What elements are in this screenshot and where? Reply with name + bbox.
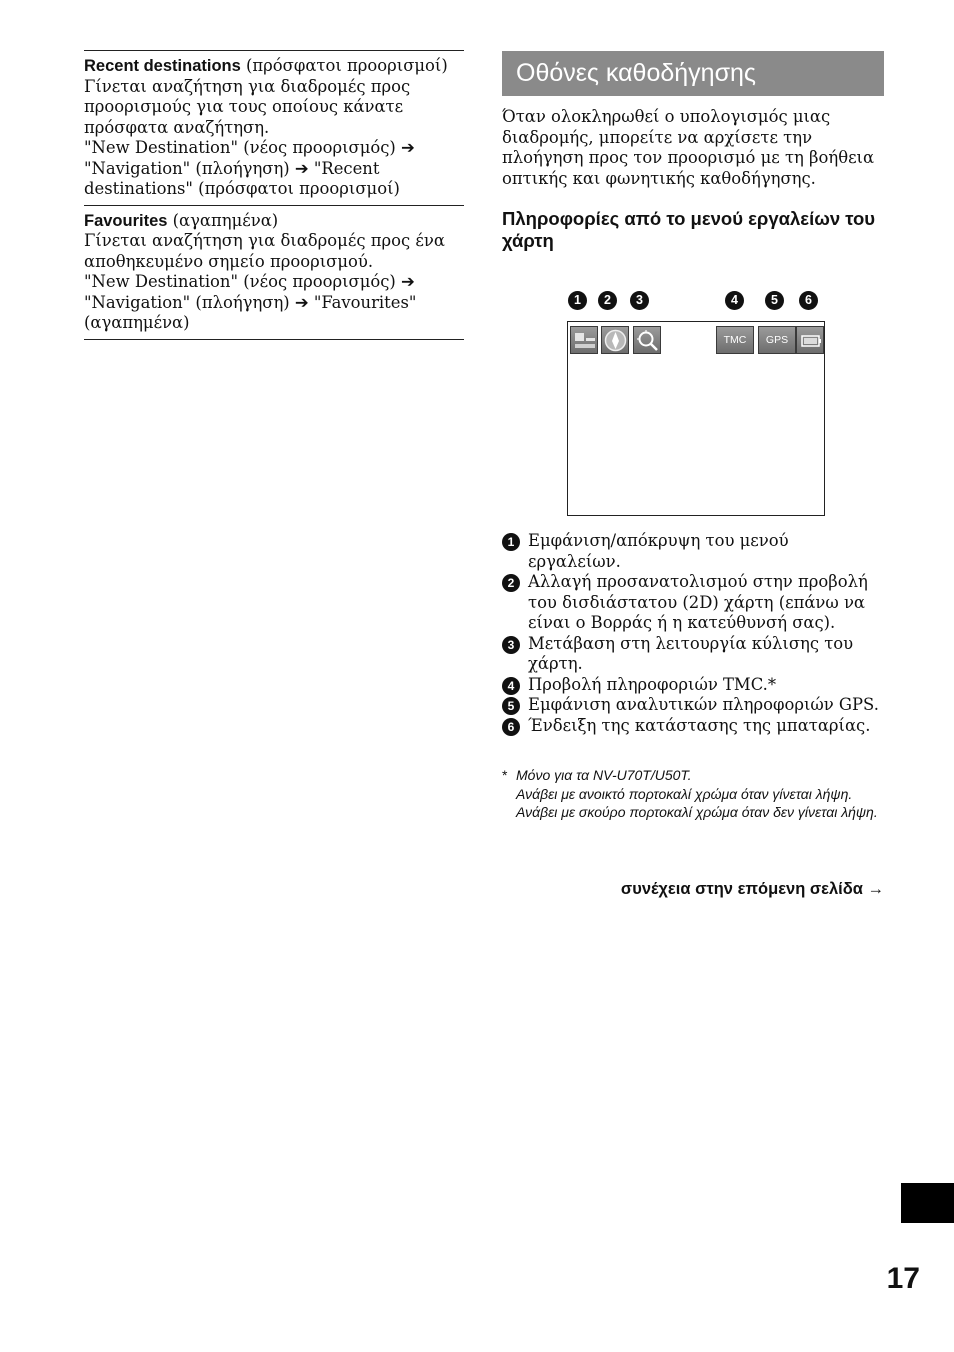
toolbar-items-list [502, 531, 884, 736]
footnote-line: Μόνο για τα NV-U70T/U50T. [516, 767, 692, 783]
gps-button[interactable]: GPS [758, 326, 796, 354]
map-scroll-button[interactable] [633, 326, 661, 354]
entry-description: Γίνεται αναζήτηση για διαδρομές προς ένα αποθηκευμένο σημείο προορισμού. [84, 231, 445, 271]
item-number: 3 [502, 636, 520, 654]
section-title: Οθόνες καθοδήγησης [502, 51, 884, 96]
list-item [502, 572, 884, 634]
device-screen [567, 321, 825, 516]
callout-2: 2 [598, 291, 617, 310]
callout-5: 5 [765, 291, 784, 310]
toolbar-toggle-icon [571, 327, 599, 355]
item-text: Ένδειξη της κατάστασης της μπαταρίας. [528, 715, 871, 735]
list-item [502, 531, 884, 572]
item-text: Μετάβαση στη λειτουργία κύλισης του χάρτη. [528, 633, 854, 673]
battery-status-indicator [796, 326, 824, 354]
item-number: 4 [502, 677, 520, 695]
orientation-button[interactable] [601, 326, 629, 354]
battery-icon [797, 327, 825, 355]
list-item [502, 634, 884, 675]
item-number: 1 [502, 533, 520, 551]
callout-1: 1 [568, 291, 587, 310]
entry-recent-destinations [84, 50, 464, 205]
entry-description: Γίνεται αναζήτηση για διαδρομές προς προορισμούς για τους οποίους κάνατε πρόσφατα αναζήτηση. [84, 76, 411, 137]
continued-next-page: συνέχεια στην επόμενη σελίδα → [620, 880, 884, 898]
left-column [84, 50, 464, 340]
item-text: Αλλαγή προσανατολισμού στην προβολή του δισδιάστατου (2D) χάρτη (επάνω να είναι ο Βορράς ή η κατεύθυνσή σας). [528, 572, 868, 632]
callout-3: 3 [630, 291, 649, 310]
entry-term: Favourites [84, 211, 168, 230]
item-number: 2 [502, 574, 520, 592]
item-text: Εμφάνιση/απόκρυψη του μενού εργαλείων. [528, 531, 789, 571]
callout-4: 4 [725, 291, 744, 310]
section-tab-marker [901, 1183, 954, 1223]
right-column [502, 51, 884, 252]
intro-paragraph: Όταν ολοκληρωθεί ο υπολογισμός μιας διαδρομής, μπορείτε να αρχίσετε την πλοήγηση προς τον προορισμό με τη βοήθεια οπτικής και φωνητικής καθοδήγησης. [502, 107, 875, 188]
entry-favourites [84, 205, 464, 340]
callout-6: 6 [799, 291, 818, 310]
entry-heading [84, 211, 464, 232]
list-item [502, 675, 884, 696]
entry-menu-path: "New Destination" (νέος προορισμός) ➔ "Navigation" (πλοήγηση) ➔ "Favourites" (αγαπημένα) [84, 272, 417, 332]
entry-term: Recent destinations [84, 57, 241, 75]
page-number: 17 [886, 1262, 920, 1295]
entry-term-note: (αγαπημένα) [167, 210, 279, 230]
entry-heading [84, 56, 464, 77]
footnote [502, 766, 884, 822]
list-item [502, 716, 884, 737]
item-number: 6 [502, 718, 520, 736]
item-number: 5 [502, 697, 520, 715]
compass-icon [602, 327, 630, 355]
map-toolbar-figure [502, 288, 884, 518]
footnote-line: Ανάβει με ανοικτό πορτοκαλί χρώμα όταν γίνεται λήψη. [516, 785, 853, 802]
subheading: Πληροφορίες από το μενού εργαλείων του χάρτη [502, 208, 876, 251]
item-text: Εμφάνιση αναλυτικών πληροφοριών GPS. [528, 695, 879, 714]
entry-menu-path: "New Destination" (νέος προορισμός) ➔ "Navigation" (πλοήγηση) ➔ "Recent destinations" (πρόσφατοι προορισμοί) [84, 138, 415, 198]
footnote-marker: * [502, 767, 508, 783]
entry-term-note: (πρόσφατοι προορισμοί) [240, 56, 448, 75]
footnote-line: Ανάβει με σκούρο πορτοκαλί χρώμα όταν δεν γίνεται λήψη. [516, 804, 878, 820]
tmc-button[interactable]: TMC [716, 326, 754, 354]
toolbar-toggle-button[interactable] [570, 326, 598, 354]
magnifier-icon [634, 327, 662, 355]
list-item [502, 695, 884, 716]
item-text: Προβολή πληροφοριών TMC.* [528, 674, 777, 694]
